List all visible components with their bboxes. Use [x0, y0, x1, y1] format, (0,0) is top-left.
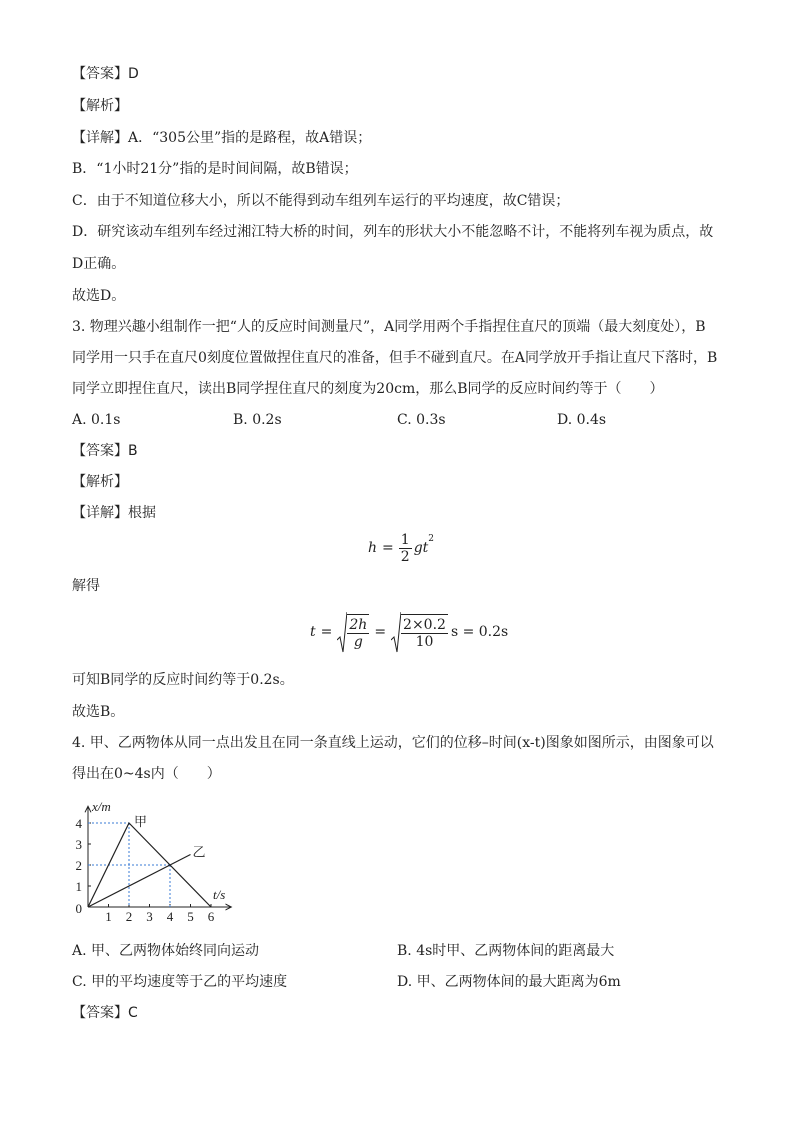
- q3-option-c: C. 0.3s: [397, 412, 446, 428]
- q4-stem-line-2: 得出在0~4s内（ ）: [72, 766, 221, 782]
- q3-stem-line-2: 同学用一只手在直尺0刻度位置做捏住直尺的准备，但手不碰到直尺。在A同学放开手指让直尺下落时，B: [72, 350, 718, 366]
- q3-option-a: A. 0.1s: [72, 412, 121, 428]
- option-d-explanation-2: D正确。: [72, 256, 126, 272]
- q3-stem-line-1: 3. 物理兴趣小组制作一把“人的反应时间测量尺”，A同学用两个手指捏住直尺的顶端（最大刻度处），B: [72, 319, 706, 335]
- x-tick-label: 6: [207, 909, 215, 924]
- x-tick-label: 4: [166, 909, 174, 924]
- sqrt-fraction-1: [347, 614, 369, 650]
- series-label-yi: 乙: [192, 844, 206, 860]
- y-tick-label: 3: [75, 837, 82, 852]
- detail-line-q2: 【详解】A．“305公里”指的是路程，故A错误；: [72, 130, 372, 146]
- conclusion-q3: 可知B同学的反应时间约等于0.2s。: [72, 672, 294, 688]
- q3-stem-line-3: 同学立即捏住直尺，读出B同学捏住直尺的刻度为20cm，那么B同学的反应时间约等于（ ）: [72, 381, 664, 397]
- choose-line-q2: 故选D。: [72, 288, 126, 304]
- q3-option-d: D. 0.4s: [557, 412, 607, 428]
- sqrt-sign-2: [391, 610, 401, 654]
- q4-stem-line-1: 4. 甲、乙两物体从同一点出发且在同一条直线上运动，它们的位移–时间(x-t)图象如图所示，由图象可以: [72, 735, 714, 751]
- sqrt-numerator-1: 2h: [349, 617, 368, 633]
- y-axis-label: x/m: [92, 799, 111, 814]
- x-tick-label: 3: [146, 909, 153, 924]
- formula-eq: =: [382, 540, 394, 556]
- q4-option-b: B. 4s时甲、乙两物体间的距离最大: [397, 943, 615, 959]
- formula-reaction-time: [310, 608, 508, 656]
- analysis-tag-q3: 【解析】: [72, 474, 128, 490]
- y-tick-label: 1: [75, 879, 82, 894]
- formula-denominator: 2: [400, 548, 410, 565]
- answer-line-q4: 【答案】C: [72, 1005, 138, 1021]
- sqrt-denominator-2: 10: [415, 634, 434, 650]
- x-tick-label: 5: [187, 909, 194, 924]
- sqrt-numerator-2: 2×0.2: [403, 617, 446, 633]
- formula-h: h: [368, 540, 378, 556]
- y-tick-label: 4: [75, 816, 82, 831]
- option-d-explanation-1: D．研究该动车组列车经过湘江特大桥的时间，列车的形状大小不能忽略不计，不能将列车视为质点，故: [72, 224, 714, 240]
- detail-line-q3: 【详解】根据: [72, 505, 156, 521]
- sqrt-denominator-1: g: [353, 634, 363, 650]
- x-tick-label: 1: [105, 909, 112, 924]
- formula-free-fall: [368, 528, 434, 568]
- q4-option-c: C. 甲的平均速度等于乙的平均速度: [72, 974, 288, 990]
- y-tick-label: 2: [75, 858, 82, 873]
- q4-option-d: D. 甲、乙两物体间的最大距离为6m: [397, 974, 621, 990]
- series-line-yi: [88, 855, 191, 908]
- answer-line-q2: 【答案】D: [72, 66, 139, 82]
- formula-t: t: [310, 624, 316, 640]
- formula-numerator: 1: [400, 531, 410, 548]
- x-axis-label: t/s: [213, 887, 226, 902]
- choose-line-q3: 故选B。: [72, 704, 125, 720]
- analysis-tag-q2: 【解析】: [72, 98, 128, 114]
- series-label-jia: 甲: [134, 814, 148, 829]
- q3-option-b: B. 0.2s: [233, 412, 282, 428]
- formula-fraction: [399, 532, 412, 565]
- answer-line-q3: 【答案】B: [72, 443, 138, 459]
- origin-label: 0: [75, 901, 82, 916]
- sqrt-sign-1: [337, 610, 347, 654]
- solve-word: 解得: [72, 578, 100, 594]
- formula-eq-1: =: [320, 624, 333, 640]
- formula-exponent: 2: [428, 534, 435, 544]
- formula-result: s = 0.2s: [450, 624, 509, 640]
- sqrt-fraction-2: [401, 614, 448, 650]
- xt-graph: [68, 797, 268, 932]
- formula-gt: gt: [413, 540, 429, 556]
- x-tick-label: 2: [125, 909, 133, 924]
- option-b-explanation: B．“1小时21分”指的是时间间隔，故B错误；: [72, 161, 358, 177]
- option-c-explanation: C．由于不知道位移大小，所以不能得到动车组列车运行的平均速度，故C错误；: [72, 193, 570, 209]
- formula-eq-2: =: [374, 624, 387, 640]
- q4-option-a: A. 甲、乙两物体始终同向运动: [72, 943, 260, 959]
